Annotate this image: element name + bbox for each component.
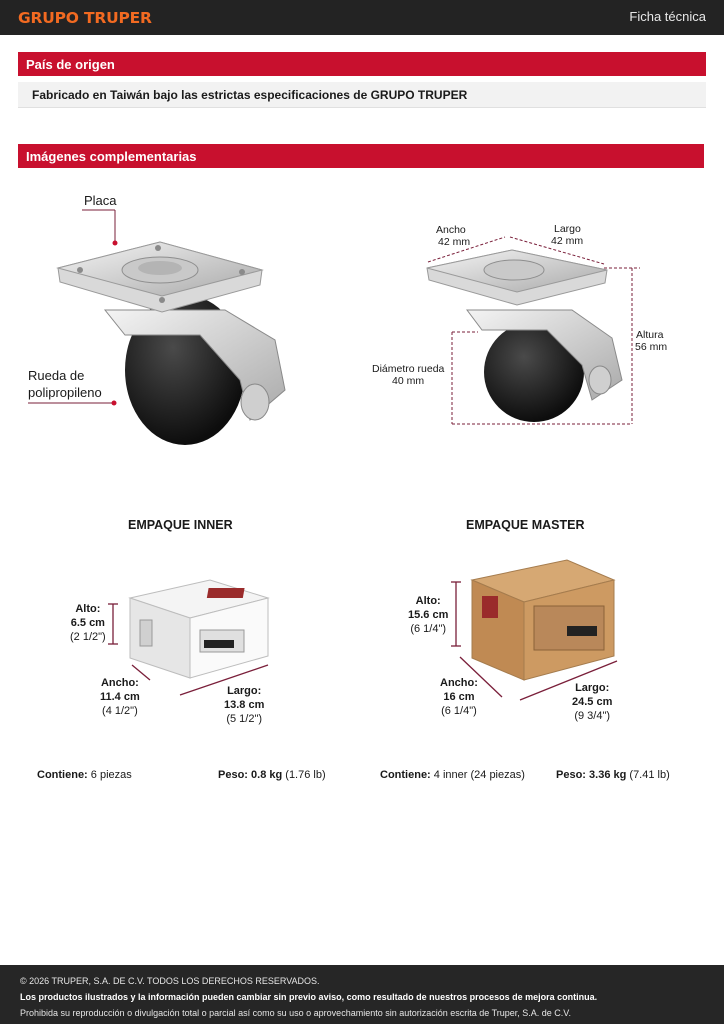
master-largo-value: 24.5 cm	[572, 696, 613, 708]
brand-logo: GRUPO TRUPER	[18, 9, 152, 27]
inner-largo-inch: (5 1/2")	[226, 713, 263, 725]
inner-contents	[37, 769, 132, 781]
label-rueda-2: polipropileno	[28, 385, 102, 400]
inner-alto-inch: (2 1/2")	[70, 631, 106, 643]
footer-prohibition: Prohibida su reproducción o divulgación total o parcial así como su uso o aprovechamiento sin autorización escrita de Truper, S.A. de C.V.	[20, 1008, 571, 1018]
master-largo-label	[572, 681, 612, 723]
master-alto-label	[408, 594, 448, 636]
origin-section-title: País de origen	[18, 52, 706, 76]
inner-ancho-inch: (4 1/2")	[102, 705, 138, 717]
inner-ancho-value: 11.4 cm	[100, 691, 140, 703]
master-pack-title: EMPAQUE MASTER	[466, 518, 585, 532]
inner-weight	[218, 769, 326, 781]
master-ancho-label	[440, 676, 478, 718]
dim-largo-value: 42 mm	[551, 235, 584, 247]
inner-largo-title: Largo:	[227, 685, 262, 697]
master-ancho-value: 16 cm	[443, 691, 475, 703]
master-alto-title: Alto:	[415, 595, 441, 607]
inner-contents-label: Contiene:	[37, 769, 88, 781]
master-contents-label: Contiene:	[380, 769, 431, 781]
document-type: Ficha técnica	[629, 9, 706, 24]
master-weight-value: 3.36 kg	[589, 769, 627, 781]
footer	[0, 965, 724, 1024]
master-alto-value: 15.6 cm	[408, 609, 449, 621]
master-ancho-inch: (6 1/4")	[441, 705, 477, 717]
origin-text: Fabricado en Taiwán bajo las estrictas especificaciones de GRUPO TRUPER	[18, 82, 706, 108]
dim-altura-title: Altura	[636, 329, 664, 341]
master-contents-value: 4 inner (24 piezas)	[433, 769, 525, 781]
dim-diametro-title: Diámetro rueda	[372, 363, 445, 375]
dim-ancho-title: Ancho	[436, 224, 466, 236]
dim-ancho-value: 42 mm	[438, 236, 471, 248]
master-weight-label: Peso:	[556, 769, 586, 781]
inner-largo-value: 13.8 cm	[224, 699, 265, 711]
label-placa: Placa	[84, 193, 117, 208]
footer-notice: Los productos ilustrados y la información pueden cambiar sin previo aviso, como resultado de nuestros procesos de mejora continua.	[20, 992, 598, 1002]
images-section-title: Imágenes complementarias	[18, 144, 704, 168]
inner-ancho-title: Ancho:	[100, 677, 139, 689]
dim-diametro-value: 40 mm	[392, 375, 425, 387]
dim-largo-title: Largo	[554, 223, 581, 235]
dim-altura-value: 56 mm	[635, 341, 668, 353]
label-rueda-1: Rueda de	[28, 368, 85, 383]
footer-copyright: © 2026 TRUPER, S.A. DE C.V. TODOS LOS DERECHOS RESERVADOS.	[20, 976, 320, 986]
master-alto-inch: (6 1/4")	[410, 623, 447, 635]
inner-weight-value: 0.8 kg	[251, 769, 283, 781]
inner-alto-value: 6.5 cm	[70, 617, 105, 629]
inner-weight-lb: (1.76 lb)	[285, 769, 326, 781]
inner-alto-title: Alto:	[75, 603, 101, 615]
inner-pack-title: EMPAQUE INNER	[128, 518, 233, 532]
master-contents	[380, 769, 525, 781]
master-weight	[556, 769, 670, 781]
master-largo-inch: (9 3/4")	[574, 710, 611, 722]
master-ancho-title: Ancho:	[440, 677, 478, 689]
inner-weight-label: Peso:	[218, 769, 248, 781]
master-weight-lb: (7.41 lb)	[629, 769, 670, 781]
inner-contents-value: 6 piezas	[90, 769, 132, 781]
master-largo-title: Largo:	[575, 682, 610, 694]
